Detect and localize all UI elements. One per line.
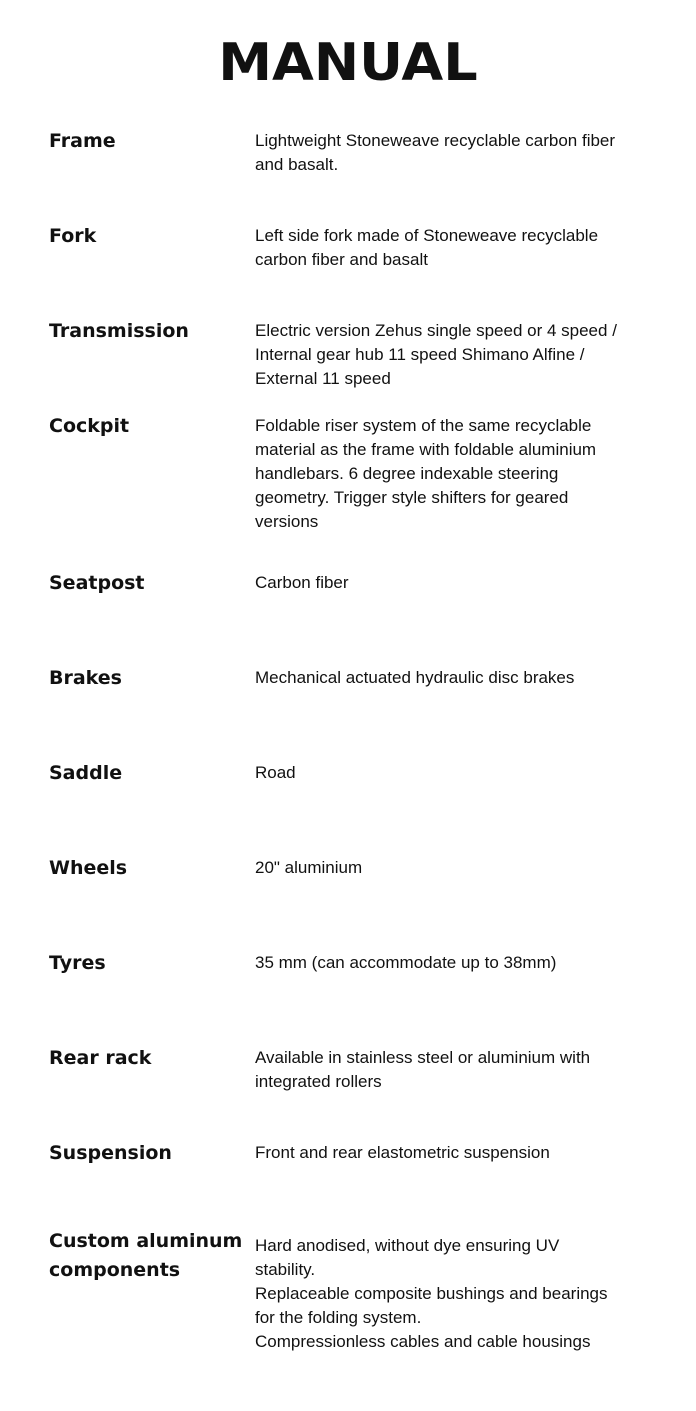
spec-value-line: Lightweight Stoneweave recyclable carbon fiber and basalt. [255,131,616,174]
spec-label: Wheels [49,857,128,879]
spec-value-line: Replaceable composite bushings and bearings for the folding system. [255,1284,608,1327]
spec-label: Tyres [49,952,106,974]
spec-value-line: 20" aluminium [255,858,363,877]
spec-value [255,761,617,785]
spec-value [255,856,617,880]
spec-label: Cockpit [49,415,130,437]
spec-label: Transmission [49,320,189,342]
spec-value [255,1046,617,1094]
spec-value-line: Road [255,763,296,782]
spec-label: Fork [49,225,97,247]
spec-value-line: Foldable riser system of the same recyclable material as the frame with foldable aluminium handlebars. 6 degree indexable steering geometry. Trigger style shifters for geared versions [255,416,597,531]
spec-value [255,129,617,177]
spec-label: Rear rack [49,1047,152,1069]
spec-value-line: Electric version Zehus single speed or 4 speed / Internal gear hub 11 speed Shimano Alfine / External 11 speed [255,321,617,388]
spec-value [255,1234,617,1354]
spec-value-line: Front and rear elastometric suspension [255,1143,550,1162]
spec-value-line: 35 mm (can accommodate up to 38mm) [255,953,557,972]
spec-value [255,666,617,690]
spec-label: Frame [49,130,116,152]
spec-label: Saddle [49,762,123,784]
spec-value-line: Available in stainless steel or aluminium with integrated rollers [255,1048,591,1091]
spec-label: Seatpost [49,572,145,594]
spec-value-line: Mechanical actuated hydraulic disc brakes [255,668,575,687]
spec-value [255,571,617,595]
spec-value-line: Carbon fiber [255,573,349,592]
spec-value [255,414,617,534]
page-title: MANUAL [218,33,478,93]
spec-value [255,951,617,975]
spec-value [255,1141,617,1165]
spec-value-line: Hard anodised, without dye ensuring UV stability. [255,1236,560,1279]
spec-value-line: Left side fork made of Stoneweave recyclable carbon fiber and basalt [255,226,599,269]
spec-value [255,319,617,391]
spec-label: Suspension [49,1142,172,1164]
spec-label: Brakes [49,667,122,689]
spec-value-line: Compressionless cables and cable housings [255,1332,591,1351]
spec-label: Custom aluminum components [49,1230,243,1281]
spec-value [255,224,617,272]
